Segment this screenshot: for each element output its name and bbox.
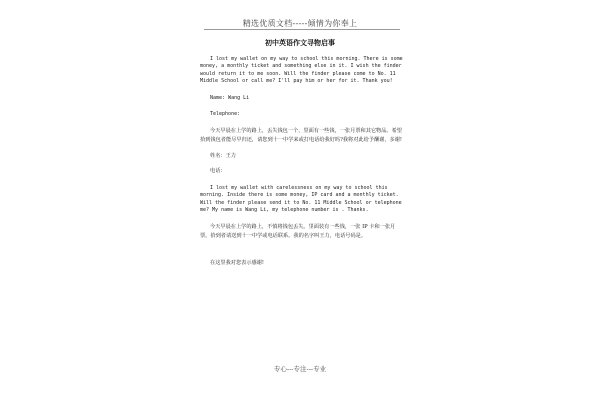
header-divider <box>204 29 400 30</box>
lost-notice-chinese-2: 今天早晨在上学的路上，不慎将钱包丢失。里面装有一些钱，一张 IP 卡和一张月票。拾到者请送到十一中学或电话联系。我的名字叫王力，电话号码是。 <box>200 224 396 240</box>
lost-notice-english-2: I lost my wallet with carelessness on my way to school this morning. Inside there is some money, IP card and a monthly ticket. Will the finder please send it to No. 11 Middle School or telephone me? My name is Wang Li, my telephone number is . Thanks. <box>200 184 405 214</box>
telephone-line-english: Telephone: <box>210 111 241 118</box>
name-line-english: Name: Wang Li <box>210 94 250 101</box>
lost-notice-chinese-1: 今天早晨在上学的路上，丢失钱包一个，里面有一些钱，一张月票和其它物品。希望拾到钱包者能尽早归还，请您到十一中学来或打电话给我好吗?我将对此给予酬谢，多谢! <box>200 128 402 144</box>
page-footer: 专心---专注---专业 <box>273 365 327 373</box>
document-title: 初中英语作文寻物启事 <box>265 38 335 47</box>
telephone-line-chinese: 电话： <box>210 168 226 175</box>
page-header: 精选优质文档-----倾情为你奉上 <box>242 19 358 28</box>
thanks-line-chinese: 在这里我对您表示感谢! <box>210 259 264 266</box>
document-body <box>200 56 405 267</box>
lost-notice-english-1: I lost my wallet on my way to school this morning. There is some money, a monthly ticket and something else in it. I wish the finder would return it to me soon. Will the finder please come to No. 11 Middle School or call me? I'll pay him or her for it. Thank you! <box>200 56 406 85</box>
name-line-chinese: 姓名：王力 <box>210 152 236 159</box>
